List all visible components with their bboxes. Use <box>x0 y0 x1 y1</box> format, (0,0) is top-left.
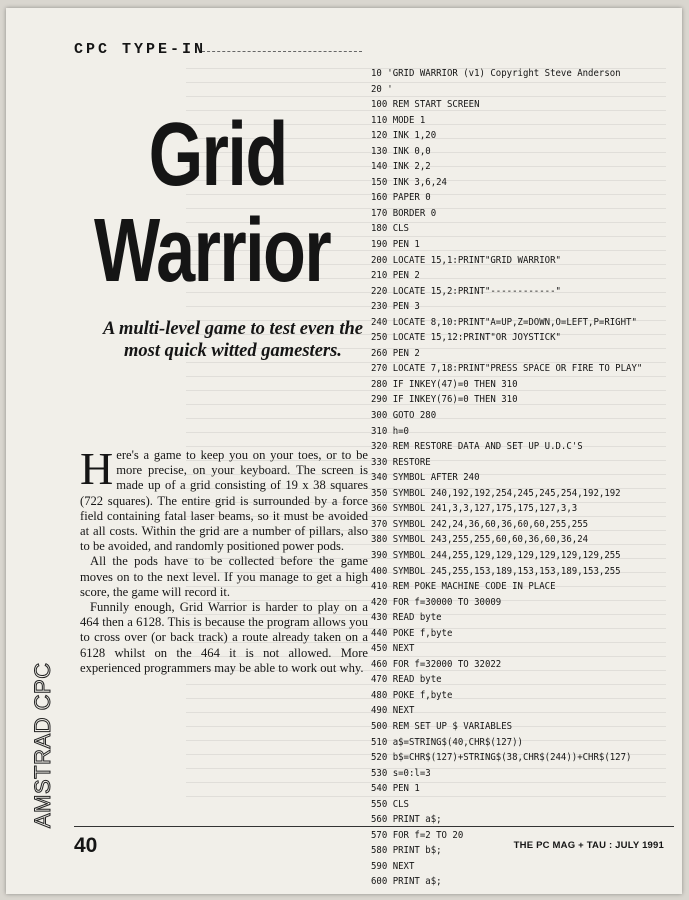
listing-line: 460 FOR f=32000 TO 32022 <box>371 658 502 670</box>
listing-line: 220 LOCATE 15,2:PRINT"------------" <box>371 285 561 297</box>
listing-line: 560 PRINT a$; <box>371 814 442 826</box>
listing-line: 280 IF INKEY(47)=0 THEN 310 <box>371 378 518 390</box>
listing-line: 400 SYMBOL 245,255,153,189,153,153,189,153,255 <box>371 565 621 577</box>
listing-line: 360 SYMBOL 241,3,3,127,175,175,127,3,3 <box>371 503 578 515</box>
listing-line: 10 'GRID WARRIOR (v1) Copyright Steve Anderson <box>371 68 621 79</box>
headline-line-2: Warrior <box>94 201 331 301</box>
side-label: AMSTRAD CPC <box>30 662 55 828</box>
listing-line: 270 LOCATE 7,18:PRINT"PRESS SPACE OR FIRE TO PLAY" <box>371 363 643 375</box>
article-body <box>80 443 368 676</box>
magazine-page <box>6 8 682 894</box>
listing-line: 210 PEN 2 <box>371 270 420 282</box>
article-headline <box>94 105 331 301</box>
listing-line: 380 SYMBOL 243,255,255,60,60,36,60,36,24 <box>371 534 589 546</box>
header-divider <box>202 51 362 52</box>
listing-line: 480 POKE f,byte <box>371 689 453 701</box>
listing-line: 240 LOCATE 8,10:PRINT"A=UP,Z=DOWN,O=LEFT,P=RIGHT" <box>371 316 637 328</box>
paragraph-2: All the pods have to be collected before the game moves on to the next level. If you manage to get a high score, the game will record it. <box>80 554 368 599</box>
listing-line: 170 BORDER 0 <box>371 207 437 219</box>
listing-line: 350 SYMBOL 240,192,192,254,245,245,254,192,192 <box>371 487 621 499</box>
listing-line: 370 SYMBOL 242,24,36,60,36,60,60,255,255 <box>371 518 589 530</box>
listing-line: 430 READ byte <box>371 612 442 624</box>
listing-line: 230 PEN 3 <box>371 301 420 313</box>
listing-line: 520 b$=CHR$(127)+STRING$(38,CHR$(244))+CHR$(127) <box>371 752 632 764</box>
listing-line: 290 IF INKEY(76)=0 THEN 310 <box>371 394 518 406</box>
listing-line: 590 NEXT <box>371 860 415 872</box>
listing-line: 110 MODE 1 <box>371 114 426 126</box>
drop-cap: H <box>80 443 114 494</box>
listing-line: 100 REM START SCREEN <box>371 99 480 111</box>
publication-footer: THE PC MAG + TAU : JULY 1991 <box>513 840 664 851</box>
listing-line: 190 PEN 1 <box>371 239 420 251</box>
listing-line: 250 LOCATE 15,12:PRINT"OR JOYSTICK" <box>371 332 561 344</box>
paragraph-3: Funnily enough, Grid Warrior is harder to play on a 464 then a 6128. This is because the program allows you to cross over (or back track) a route already taken on a 6128 whilst on the 464 it is not allowed. More experienced programmers may be able to work out why. <box>80 600 368 675</box>
listing-line: 440 POKE f,byte <box>371 627 453 639</box>
page-number: 40 <box>74 834 98 857</box>
listing-line: 340 SYMBOL AFTER 240 <box>371 472 480 484</box>
listing-line: 420 FOR f=30000 TO 30009 <box>371 596 502 608</box>
listing-line: 130 INK 0,0 <box>371 145 431 157</box>
listing-line: 140 INK 2,2 <box>371 161 431 173</box>
listing-line: 20 ' <box>371 83 393 95</box>
section-header: CPC TYPE-IN <box>74 41 207 58</box>
listing-line: 300 GOTO 280 <box>371 410 437 422</box>
headline-line-1: Grid <box>148 105 287 205</box>
listing-line: 600 PRINT a$; <box>371 876 442 888</box>
footer-rule <box>74 826 674 827</box>
paragraph-1 <box>80 443 368 554</box>
listing-line: 260 PEN 2 <box>371 347 420 359</box>
listing-line: 120 INK 1,20 <box>371 130 437 142</box>
listing-line: 150 INK 3,6,24 <box>371 176 447 188</box>
listing-line: 180 CLS <box>371 223 409 235</box>
listing-line: 550 CLS <box>371 798 409 810</box>
listing-line: 580 PRINT b$; <box>371 845 442 857</box>
listing-line: 500 REM SET UP $ VARIABLES <box>371 720 513 732</box>
listing-line: 510 a$=STRING$(40,CHR$(127)) <box>371 736 523 748</box>
listing-line: 490 NEXT <box>371 705 415 717</box>
listing-line: 330 RESTORE <box>371 456 431 468</box>
listing-line: 390 SYMBOL 244,255,129,129,129,129,129,129,255 <box>371 549 621 561</box>
standfirst: A multi-level game to test even the most quick witted gamesters. <box>103 319 363 361</box>
listing-line: 160 PAPER 0 <box>371 192 431 204</box>
listing-line: 570 FOR f=2 TO 20 <box>371 829 464 841</box>
listing-line: 200 LOCATE 15,1:PRINT"GRID WARRIOR" <box>371 254 561 266</box>
listing-line: 410 REM POKE MACHINE CODE IN PLACE <box>371 581 556 593</box>
listing-line: 320 REM RESTORE DATA AND SET UP U.D.C'S <box>371 441 583 453</box>
paragraph-1-text: ere's a game to keep you on your toes, or to be more precise, on your keyboard. The screen is made up of a grid consisting of 19 x 38 squares (722 squares). The entire grid is surrounded by a force field containing fatal laser beams, so it must be avoided at all costs. Within the grid are a number of pillars, also to be avoided, and randomly positioned power pods. <box>80 448 368 554</box>
listing-line: 530 s=0:l=3 <box>371 767 431 779</box>
listing-line: 310 h=0 <box>371 425 409 437</box>
listing-line: 540 PEN 1 <box>371 783 420 795</box>
listing-line: 470 READ byte <box>371 674 442 686</box>
basic-listing <box>371 66 647 890</box>
listing-line: 450 NEXT <box>371 643 415 655</box>
